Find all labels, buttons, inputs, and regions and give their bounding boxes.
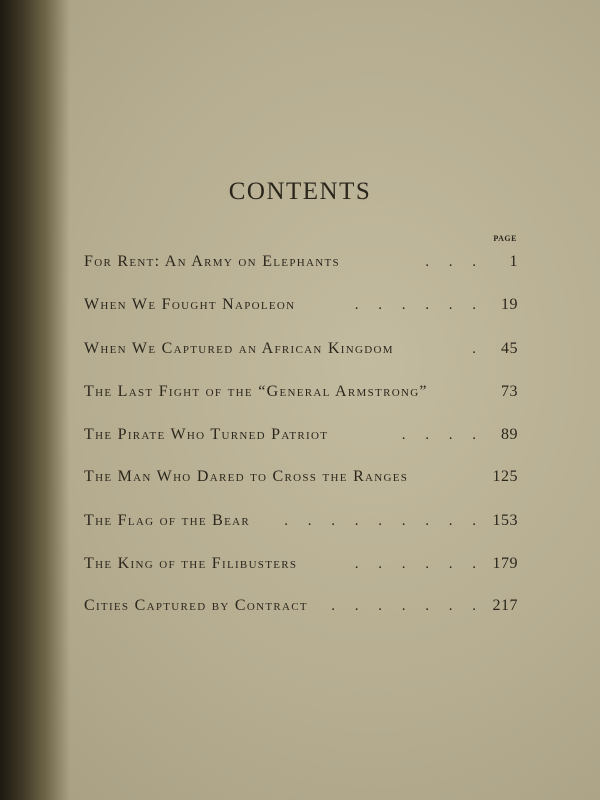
toc-entry-title: The Man Who Dared to Cross the Ranges [84,468,409,485]
toc-entry-leader: . . . [425,254,484,270]
toc-entry-page: 89 [501,426,518,443]
toc-entry-page: 217 [492,597,518,614]
toc-entry-page: 73 [501,383,518,400]
toc-entry-page: 1 [509,253,518,270]
toc-entry-page: 179 [492,555,518,572]
toc-entry [84,426,518,448]
toc-entry-title: The Last Fight of the “General Armstrong” [84,383,428,400]
toc-entry-title: When We Fought Napoleon [84,296,296,313]
toc-entry-leader: . [472,341,484,357]
toc-entry [84,296,518,318]
toc-entry-title: The Pirate Who Turned Patriot [84,426,329,443]
toc-entry-page: 19 [501,296,518,313]
toc-entry-title: The Flag of the Bear [84,512,251,529]
toc-entry [84,468,518,490]
toc-entry-leader: . . . . . . [354,297,484,313]
toc-entry-title: Cities Captured by Contract [84,597,308,614]
toc-entry [84,340,518,362]
toc-entry-leader: . . . . . . [354,556,484,572]
toc-entry-page: 153 [492,512,518,529]
toc-entry-title: For Rent: An Army on Elephants [84,253,340,270]
toc-entry [84,512,518,534]
toc-entry-leader: . . . . [401,427,484,443]
toc-entry-page: 45 [501,340,518,357]
page-gutter-shadow [0,0,70,800]
toc-entry-title: When We Captured an African Kingdom [84,340,394,357]
toc-entry [84,253,518,275]
toc-entry-title: The King of the Filibusters [84,555,298,572]
toc-entry-leader: . . . . . . . . . [284,513,484,529]
toc-entry-page: 125 [492,468,518,485]
toc-entry-leader: . . . . . . . [331,598,484,614]
page-column-header: PAGE [493,234,517,243]
toc-entry [84,555,518,577]
contents-title: CONTENTS [228,178,372,205]
toc-entry [84,597,518,619]
toc-entry [84,383,518,405]
